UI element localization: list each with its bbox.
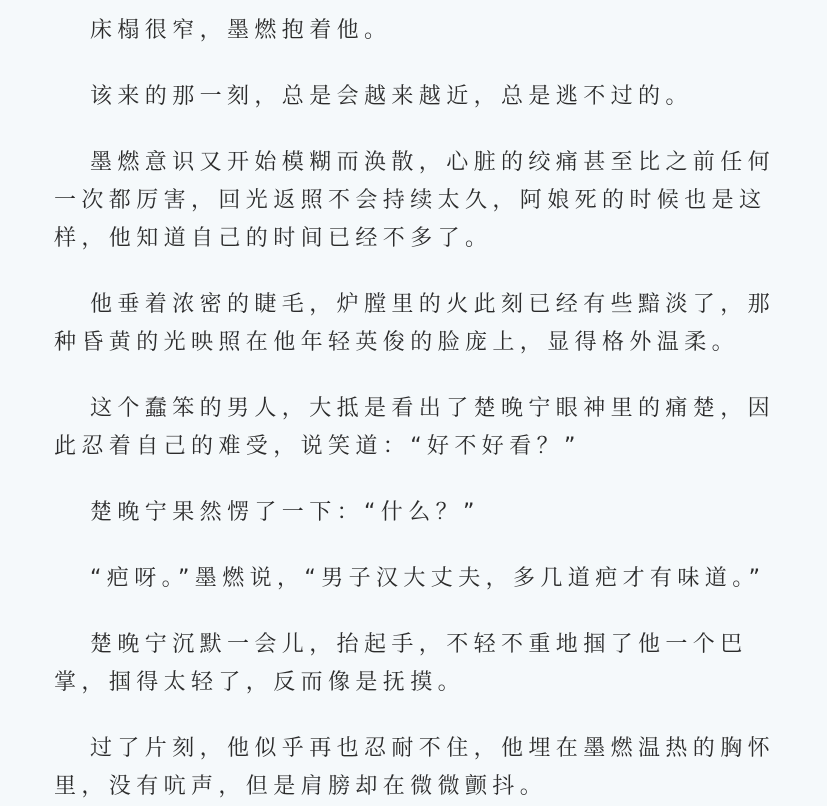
paragraph-6: 楚晚宁果然愣了一下：“什么？”	[90, 500, 480, 525]
paragraph-4: 他垂着浓密的睫毛，炉膛里的火此刻已经有些黯淡了，那种昏黄的光映照在他年轻英俊的脸庞上，显得格外温柔。	[54, 292, 776, 355]
paragraph-5: 这个蠢笨的男人，大抵是看出了楚晚宁眼神里的痛楚，因此忍着自己的难受，说笑道：“好不好看？”	[54, 396, 776, 459]
paragraph-1: 床榻很窄，墨燃抱着他。	[90, 18, 392, 43]
paragraph-2: 该来的那一刻，总是会越来越近，总是逃不过的。	[90, 84, 693, 109]
paragraph-7: “疤呀。”墨燃说，“男子汉大丈夫，多几道疤才有味道。”	[90, 566, 766, 591]
paragraph-9: 过了片刻，他似乎再也忍耐不住，他埋在墨燃温热的胸怀里，没有吭声，但是肩膀却在微微颤抖。	[54, 736, 776, 799]
paragraph-3: 墨燃意识又开始模糊而涣散，心脏的绞痛甚至比之前任何一次都厉害，回光返照不会持续太久，阿娘死的时候也是这样，他知道自己的时间已经不多了。	[54, 150, 776, 251]
paragraph-8: 楚晚宁沉默一会儿，抬起手，不轻不重地掴了他一个巴掌，掴得太轻了，反而像是抚摸。	[54, 632, 748, 695]
